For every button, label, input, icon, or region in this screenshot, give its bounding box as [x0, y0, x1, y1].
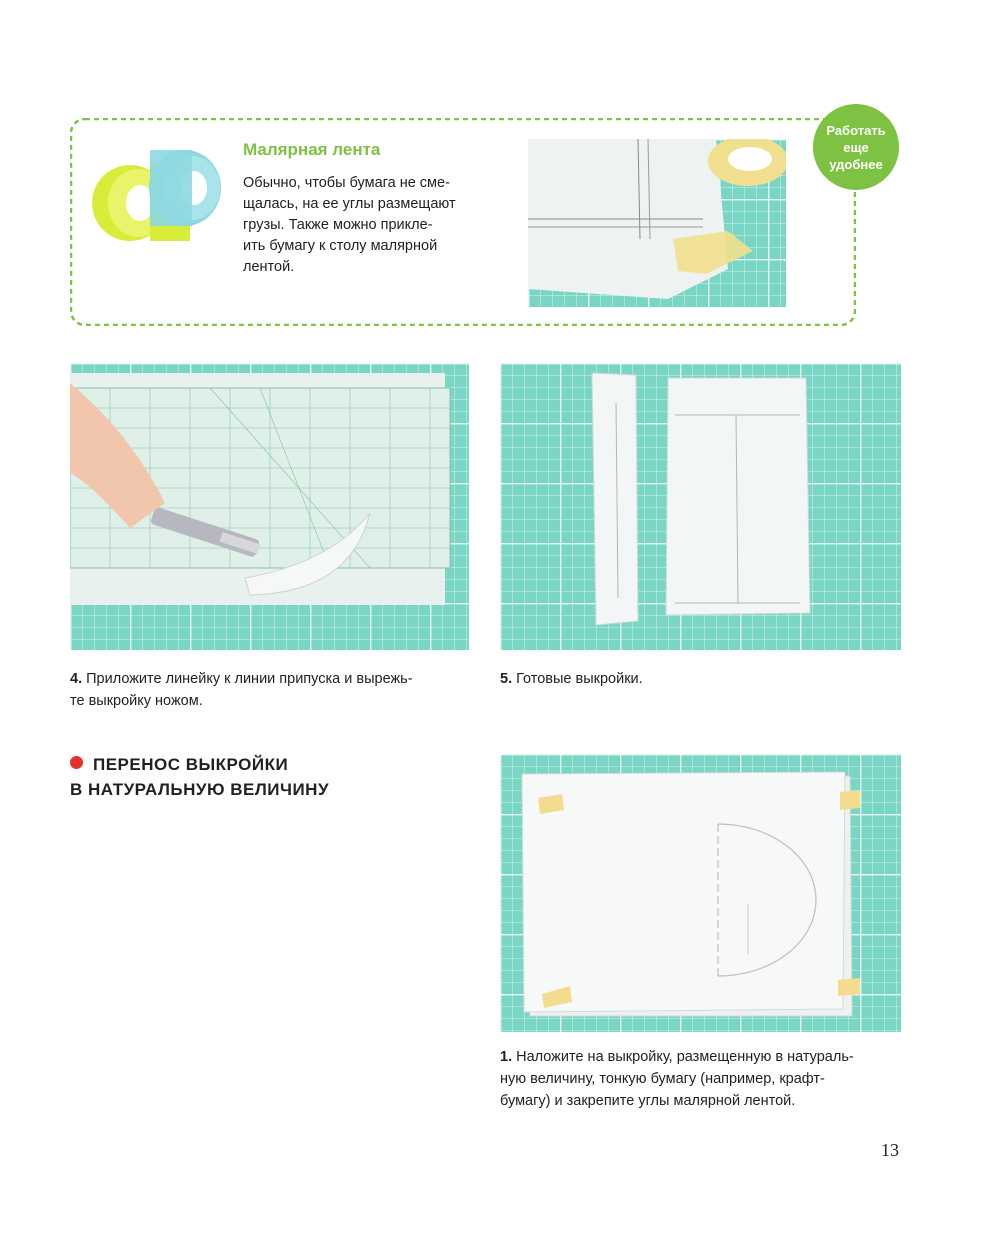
masking-tape-rolls-image: [90, 138, 230, 248]
tip-text: [243, 173, 488, 278]
step-number: 5.: [500, 671, 513, 687]
photo-step-5-patterns: [500, 363, 901, 650]
badge-line: удобнее: [829, 156, 883, 172]
section-title-line: ПЕРЕНОС ВЫКРОЙКИ: [93, 755, 289, 774]
section-title: [70, 752, 329, 802]
step-text-line: бумагу) и закрепите углы малярной лентой.: [500, 1093, 796, 1109]
section-title-line: В НАТУРАЛЬНУЮ ВЕЛИЧИНУ: [70, 780, 330, 799]
step-number: 1.: [500, 1049, 513, 1065]
photo-taped-paper: [528, 139, 786, 307]
badge-line: еще: [843, 139, 869, 155]
tip-title: Малярная лента: [243, 140, 381, 159]
tip-text-line: грузы. Также можно прикле-: [243, 217, 433, 233]
tip-text-line: ить бумагу к столу малярной: [243, 238, 438, 254]
step-4-caption: [70, 668, 470, 712]
tip-text-line: Обычно, чтобы бумага не сме-: [243, 175, 450, 191]
tip-badge: [813, 104, 899, 190]
photo-step-4-cutting: [70, 363, 469, 650]
step-1-caption: [500, 1046, 910, 1112]
badge-line: Работать: [826, 122, 886, 138]
bullet-dot-icon: [70, 756, 83, 769]
tip-text-line: щалась, на ее углы размещают: [243, 196, 456, 212]
photo-step-1-tracing: [500, 754, 901, 1032]
step-5-caption: [500, 668, 900, 690]
step-text-line: те выкройку ножом.: [70, 693, 203, 709]
step-number: 4.: [70, 671, 83, 687]
page-number: 13: [881, 1140, 899, 1160]
step-text-line: Готовые выкройки.: [516, 671, 643, 687]
step-text-line: Приложите линейку к линии припуска и вырежь-: [86, 671, 413, 687]
tip-text-line: лентой.: [243, 259, 295, 275]
step-text-line: ную величину, тонкую бумагу (например, крафт-: [500, 1071, 825, 1087]
step-text-line: Наложите на выкройку, размещенную в натураль-: [516, 1049, 854, 1065]
